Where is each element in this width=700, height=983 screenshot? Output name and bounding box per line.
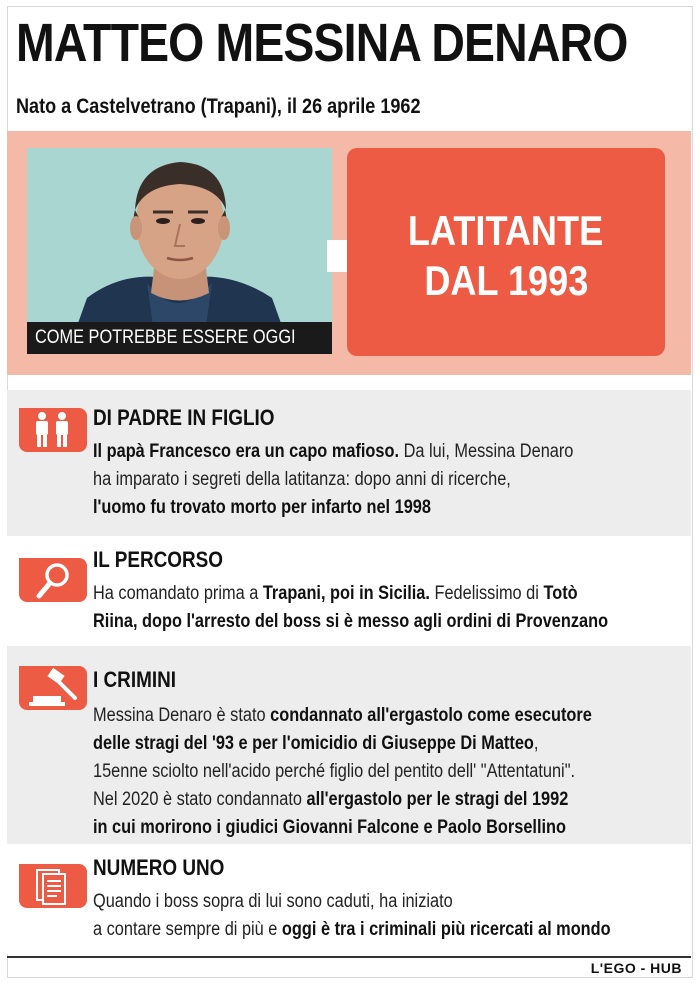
body-text: a contare sempre di più e bbox=[93, 919, 282, 940]
hero-panel bbox=[7, 131, 691, 375]
fugitive-status-box bbox=[347, 148, 665, 356]
gavel-icon bbox=[19, 666, 87, 710]
body-line bbox=[93, 888, 678, 916]
body-line bbox=[93, 814, 678, 842]
bold-text: oggi è tra i criminali più ricercati al mondo bbox=[281, 919, 611, 940]
body-text: 15enne sciolto nell'acido perché figlio del pentito dell' "Attentatuni". bbox=[93, 761, 576, 782]
section-title: NUMERO UNO bbox=[93, 855, 225, 880]
body-line bbox=[93, 702, 678, 730]
body-line bbox=[93, 580, 678, 608]
body-line bbox=[93, 786, 678, 814]
source-credit: L'EGO - HUB bbox=[590, 960, 682, 976]
body-line bbox=[93, 466, 678, 494]
bold-text: in cui morirono i giudici Giovanni Falcone e Paolo Borsellino bbox=[93, 817, 567, 838]
section-body bbox=[93, 888, 678, 944]
body-text: , bbox=[533, 733, 539, 754]
status-line-1: LATITANTE bbox=[408, 207, 604, 254]
bold-text: Riina, dopo l'arresto del boss si è messo agli ordini di Provenzano bbox=[93, 611, 609, 632]
body-line bbox=[93, 730, 678, 758]
body-line bbox=[93, 608, 678, 636]
body-text: Quando i boss sopra di lui sono caduti, ha iniziato bbox=[93, 891, 453, 912]
body-line bbox=[93, 916, 678, 944]
body-text: Nel 2020 è stato condannato bbox=[93, 789, 307, 810]
magnifier-icon bbox=[19, 558, 87, 602]
body-text: Ha comandato prima a bbox=[93, 583, 263, 604]
section-il-percorso bbox=[7, 536, 691, 646]
father-son-icon bbox=[19, 408, 87, 452]
bold-text: Totò bbox=[543, 583, 578, 604]
bold-text: l'uomo fu trovato morto per infarto nel 1998 bbox=[93, 497, 431, 518]
status-line-2: DAL 1993 bbox=[424, 257, 588, 304]
bold-text: Trapani, poi in Sicilia. bbox=[262, 583, 430, 604]
body-line bbox=[93, 438, 678, 466]
suspect-photo bbox=[27, 148, 332, 354]
page-subtitle: Nato a Castelvetrano (Trapani), il 26 aprile 1962 bbox=[16, 95, 421, 118]
page-title: MATTEO MESSINA DENARO bbox=[16, 13, 628, 73]
body-text: Messina Denaro è stato bbox=[93, 705, 271, 726]
section-body bbox=[93, 580, 678, 636]
bold-text: condannato all'ergastolo come esecutore bbox=[270, 705, 592, 726]
bold-text: delle stragi del '93 e per l'omicidio di Giuseppe Di Matteo bbox=[93, 733, 534, 754]
body-text: Da lui, Messina Denaro bbox=[399, 441, 574, 462]
body-text: Fedelissimo di bbox=[429, 583, 544, 604]
photo-caption: COME POTREBBE ESSERE OGGI bbox=[27, 322, 332, 354]
footer-divider bbox=[7, 956, 691, 958]
section-i-crimini bbox=[7, 646, 691, 844]
section-body bbox=[93, 702, 678, 842]
section-title: DI PADRE IN FIGLIO bbox=[93, 405, 275, 430]
documents-icon bbox=[19, 864, 87, 908]
bold-text: all'ergastolo per le stragi del 1992 bbox=[306, 789, 569, 810]
body-line bbox=[93, 494, 678, 522]
bold-text: Il papà Francesco era un capo mafioso. bbox=[93, 441, 400, 462]
section-di-padre-in-figlio bbox=[7, 390, 691, 536]
section-numero-uno bbox=[7, 844, 691, 954]
body-line bbox=[93, 758, 678, 786]
section-title: IL PERCORSO bbox=[93, 547, 224, 572]
section-title: I CRIMINI bbox=[93, 667, 177, 692]
body-text: ha imparato i segreti della latitanza: dopo anni di ricerche, bbox=[93, 469, 511, 490]
section-body bbox=[93, 438, 678, 522]
